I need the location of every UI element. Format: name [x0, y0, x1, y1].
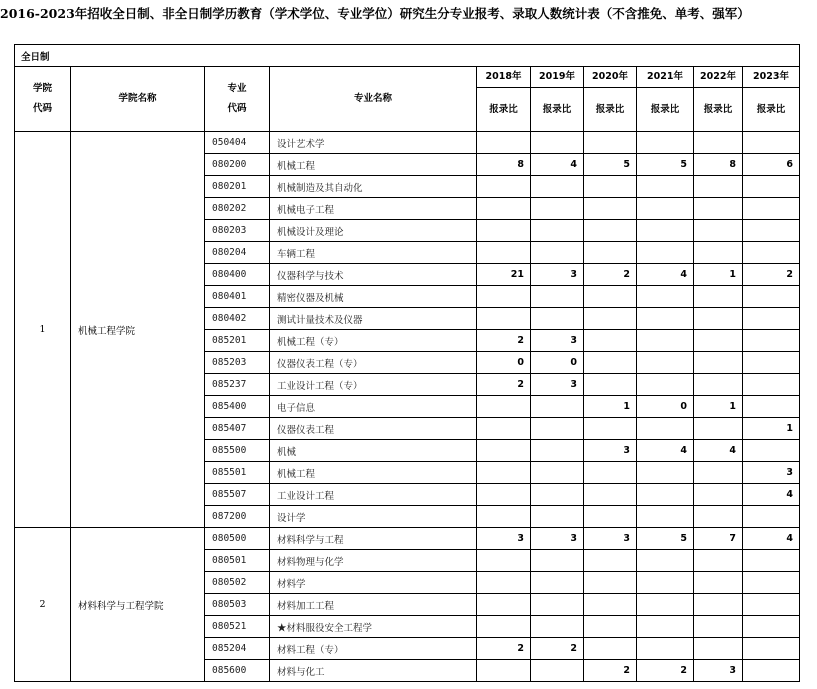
- ratio-cell: 0: [477, 352, 531, 374]
- ratio-cell: [531, 484, 584, 506]
- major-name-cell: 仪器仪表工程: [270, 418, 477, 440]
- ratio-cell: 1: [694, 396, 743, 418]
- header-major-name: 专业名称: [270, 67, 477, 132]
- ratio-cell: [743, 176, 800, 198]
- major-code-cell: 080204: [205, 242, 270, 264]
- ratio-cell: [477, 462, 531, 484]
- ratio-cell: 3: [531, 330, 584, 352]
- major-code-cell: 085507: [205, 484, 270, 506]
- ratio-cell: 4: [743, 528, 800, 550]
- major-code-cell: 085204: [205, 638, 270, 660]
- major-code-cell: 085201: [205, 330, 270, 352]
- major-code-cell: 085400: [205, 396, 270, 418]
- major-name-cell: 材料物理与化学: [270, 550, 477, 572]
- ratio-cell: [743, 550, 800, 572]
- header-college-code: [15, 67, 71, 132]
- college-name-cell: 材料科学与工程学院: [71, 528, 205, 682]
- ratio-cell: [531, 572, 584, 594]
- ratio-cell: [694, 220, 743, 242]
- ratio-cell: [694, 550, 743, 572]
- ratio-cell: 5: [584, 154, 637, 176]
- header-major-code: [205, 67, 270, 132]
- ratio-cell: [743, 440, 800, 462]
- table-body: [15, 45, 800, 682]
- ratio-cell: 3: [531, 528, 584, 550]
- ratio-cell: [531, 198, 584, 220]
- ratio-cell: [694, 286, 743, 308]
- major-name-cell: 车辆工程: [270, 242, 477, 264]
- ratio-cell: [584, 308, 637, 330]
- ratio-cell: [694, 132, 743, 154]
- major-name-cell: 材料加工工程: [270, 594, 477, 616]
- ratio-cell: [477, 440, 531, 462]
- ratio-cell: [743, 132, 800, 154]
- ratio-cell: 8: [694, 154, 743, 176]
- ratio-cell: [584, 550, 637, 572]
- document-title: 2016-2023年招收全日制、非全日制学历教育（学术学位、专业学位）研究生分专业报考、录取人数统计表（不含推免、单考、强军）: [0, 6, 750, 21]
- header-year-2022: 2022年: [694, 67, 743, 88]
- major-code-cell: 085500: [205, 440, 270, 462]
- major-code-cell: 080402: [205, 308, 270, 330]
- major-name-cell: 设计艺术学: [270, 132, 477, 154]
- ratio-cell: [694, 352, 743, 374]
- ratio-cell: [743, 638, 800, 660]
- header-college-code-line2: 代码: [32, 103, 52, 114]
- ratio-cell: [637, 198, 694, 220]
- ratio-cell: [477, 286, 531, 308]
- header-college-name: 学院名称: [71, 67, 205, 132]
- ratio-cell: [743, 286, 800, 308]
- major-code-cell: 050404: [205, 132, 270, 154]
- ratio-cell: [477, 220, 531, 242]
- ratio-cell: [637, 330, 694, 352]
- ratio-cell: 2: [531, 638, 584, 660]
- ratio-cell: [477, 132, 531, 154]
- ratio-cell: 2: [477, 374, 531, 396]
- ratio-cell: [637, 462, 694, 484]
- major-code-cell: 080500: [205, 528, 270, 550]
- major-name-cell: 机械工程: [270, 462, 477, 484]
- ratio-cell: [477, 396, 531, 418]
- ratio-cell: 2: [743, 264, 800, 286]
- ratio-cell: 0: [531, 352, 584, 374]
- table-row: [15, 132, 800, 154]
- major-name-cell: 测试计量技术及仪器: [270, 308, 477, 330]
- ratio-cell: [477, 198, 531, 220]
- ratio-cell: 3: [584, 528, 637, 550]
- ratio-cell: [584, 616, 637, 638]
- ratio-cell: [584, 286, 637, 308]
- ratio-cell: [584, 638, 637, 660]
- ratio-cell: 7: [694, 528, 743, 550]
- ratio-cell: [637, 308, 694, 330]
- major-name-cell: 材料学: [270, 572, 477, 594]
- major-code-cell: 080401: [205, 286, 270, 308]
- header-year-2019: 2019年: [531, 67, 584, 88]
- statistics-table: [14, 44, 800, 682]
- major-name-cell: 电子信息: [270, 396, 477, 418]
- ratio-cell: [743, 660, 800, 682]
- ratio-cell: [637, 374, 694, 396]
- header-ratio: 报录比: [743, 88, 800, 132]
- ratio-cell: [531, 176, 584, 198]
- ratio-cell: [694, 176, 743, 198]
- major-code-cell: 087200: [205, 506, 270, 528]
- ratio-cell: [743, 308, 800, 330]
- ratio-cell: 3: [694, 660, 743, 682]
- ratio-cell: [637, 616, 694, 638]
- ratio-cell: [743, 330, 800, 352]
- ratio-cell: [743, 352, 800, 374]
- ratio-cell: [637, 572, 694, 594]
- major-name-cell: ★材料服役安全工程学: [270, 616, 477, 638]
- ratio-cell: 3: [584, 440, 637, 462]
- ratio-cell: [531, 506, 584, 528]
- ratio-cell: [637, 418, 694, 440]
- ratio-cell: 3: [477, 528, 531, 550]
- ratio-cell: [637, 484, 694, 506]
- ratio-cell: [694, 330, 743, 352]
- major-name-cell: 材料科学与工程: [270, 528, 477, 550]
- ratio-cell: [743, 374, 800, 396]
- ratio-cell: [694, 418, 743, 440]
- ratio-cell: 3: [531, 374, 584, 396]
- ratio-cell: [584, 132, 637, 154]
- ratio-cell: [694, 572, 743, 594]
- ratio-cell: [694, 638, 743, 660]
- major-code-cell: 080501: [205, 550, 270, 572]
- ratio-cell: [531, 220, 584, 242]
- ratio-cell: 4: [637, 440, 694, 462]
- ratio-cell: [531, 308, 584, 330]
- ratio-cell: [584, 572, 637, 594]
- ratio-cell: [477, 308, 531, 330]
- ratio-cell: [584, 374, 637, 396]
- ratio-cell: [477, 594, 531, 616]
- header-row-years: [15, 67, 800, 88]
- ratio-cell: 3: [531, 264, 584, 286]
- major-code-cell: 080200: [205, 154, 270, 176]
- ratio-cell: [637, 286, 694, 308]
- header-major-code-line1: 专业: [227, 83, 247, 94]
- ratio-cell: [531, 660, 584, 682]
- ratio-cell: [694, 506, 743, 528]
- ratio-cell: 6: [743, 154, 800, 176]
- ratio-cell: [694, 308, 743, 330]
- table-row: [15, 528, 800, 550]
- ratio-cell: [637, 506, 694, 528]
- ratio-cell: [694, 616, 743, 638]
- header-year-2020: 2020年: [584, 67, 637, 88]
- ratio-cell: [531, 550, 584, 572]
- ratio-cell: [584, 594, 637, 616]
- ratio-cell: [694, 484, 743, 506]
- ratio-cell: 21: [477, 264, 531, 286]
- ratio-cell: [637, 352, 694, 374]
- ratio-cell: [531, 594, 584, 616]
- major-code-cell: 085600: [205, 660, 270, 682]
- major-name-cell: 机械: [270, 440, 477, 462]
- ratio-cell: [637, 638, 694, 660]
- major-name-cell: 工业设计工程: [270, 484, 477, 506]
- ratio-cell: [637, 176, 694, 198]
- major-name-cell: 材料工程（专）: [270, 638, 477, 660]
- ratio-cell: [531, 616, 584, 638]
- ratio-cell: [743, 220, 800, 242]
- ratio-cell: [477, 418, 531, 440]
- ratio-cell: [743, 616, 800, 638]
- ratio-cell: 4: [531, 154, 584, 176]
- ratio-cell: 0: [637, 396, 694, 418]
- major-name-cell: 机械设计及理论: [270, 220, 477, 242]
- ratio-cell: 2: [584, 264, 637, 286]
- ratio-cell: [637, 550, 694, 572]
- ratio-cell: 2: [637, 660, 694, 682]
- major-name-cell: 仪器仪表工程（专）: [270, 352, 477, 374]
- ratio-cell: [637, 132, 694, 154]
- ratio-cell: [584, 242, 637, 264]
- ratio-cell: [694, 462, 743, 484]
- major-code-cell: 085407: [205, 418, 270, 440]
- header-ratio: 报录比: [531, 88, 584, 132]
- ratio-cell: [531, 286, 584, 308]
- major-name-cell: 机械工程: [270, 154, 477, 176]
- ratio-cell: [477, 242, 531, 264]
- ratio-cell: 5: [637, 528, 694, 550]
- ratio-cell: [531, 242, 584, 264]
- header-college-code-line1: 学院: [32, 83, 52, 94]
- ratio-cell: [531, 132, 584, 154]
- major-code-cell: 080201: [205, 176, 270, 198]
- ratio-cell: [531, 462, 584, 484]
- ratio-cell: [743, 594, 800, 616]
- header-year-2023: 2023年: [743, 67, 800, 88]
- ratio-cell: [584, 176, 637, 198]
- ratio-cell: [743, 572, 800, 594]
- major-code-cell: 080502: [205, 572, 270, 594]
- ratio-cell: 5: [637, 154, 694, 176]
- ratio-cell: [584, 352, 637, 374]
- ratio-cell: [531, 396, 584, 418]
- ratio-cell: 2: [477, 638, 531, 660]
- college-code-cell: 2: [15, 528, 71, 682]
- ratio-cell: 2: [584, 660, 637, 682]
- ratio-cell: 4: [694, 440, 743, 462]
- major-name-cell: 机械电子工程: [270, 198, 477, 220]
- major-code-cell: 085501: [205, 462, 270, 484]
- ratio-cell: [584, 462, 637, 484]
- ratio-cell: [694, 198, 743, 220]
- ratio-cell: [477, 660, 531, 682]
- ratio-cell: [637, 220, 694, 242]
- ratio-cell: 8: [477, 154, 531, 176]
- header-year-2018: 2018年: [477, 67, 531, 88]
- ratio-cell: 3: [743, 462, 800, 484]
- major-code-cell: 080521: [205, 616, 270, 638]
- major-code-cell: 080202: [205, 198, 270, 220]
- ratio-cell: [694, 374, 743, 396]
- major-name-cell: 精密仪器及机械: [270, 286, 477, 308]
- ratio-cell: [743, 506, 800, 528]
- major-name-cell: 材料与化工: [270, 660, 477, 682]
- major-code-cell: 080503: [205, 594, 270, 616]
- header-ratio: 报录比: [694, 88, 743, 132]
- section-row: [15, 45, 800, 67]
- ratio-cell: [477, 176, 531, 198]
- ratio-cell: [477, 616, 531, 638]
- ratio-cell: [743, 242, 800, 264]
- ratio-cell: [477, 484, 531, 506]
- ratio-cell: [743, 198, 800, 220]
- ratio-cell: 4: [637, 264, 694, 286]
- ratio-cell: [637, 242, 694, 264]
- ratio-cell: 4: [743, 484, 800, 506]
- header-ratio: 报录比: [584, 88, 637, 132]
- ratio-cell: [584, 220, 637, 242]
- ratio-cell: [584, 330, 637, 352]
- ratio-cell: [743, 396, 800, 418]
- ratio-cell: 2: [477, 330, 531, 352]
- major-code-cell: 080203: [205, 220, 270, 242]
- section-label: 全日制: [15, 45, 800, 67]
- major-name-cell: 设计学: [270, 506, 477, 528]
- ratio-cell: 1: [584, 396, 637, 418]
- major-code-cell: 085237: [205, 374, 270, 396]
- ratio-cell: [477, 506, 531, 528]
- major-code-cell: 080400: [205, 264, 270, 286]
- major-name-cell: 仪器科学与技术: [270, 264, 477, 286]
- header-ratio: 报录比: [637, 88, 694, 132]
- ratio-cell: 1: [694, 264, 743, 286]
- header-year-2021: 2021年: [637, 67, 694, 88]
- college-name-cell: 机械工程学院: [71, 132, 205, 528]
- ratio-cell: [584, 198, 637, 220]
- ratio-cell: [477, 550, 531, 572]
- ratio-cell: [584, 484, 637, 506]
- ratio-cell: [584, 418, 637, 440]
- ratio-cell: [531, 418, 584, 440]
- ratio-cell: [531, 440, 584, 462]
- header-major-code-line2: 代码: [227, 103, 247, 114]
- major-name-cell: 机械制造及其自动化: [270, 176, 477, 198]
- ratio-cell: [637, 594, 694, 616]
- major-name-cell: 机械工程（专）: [270, 330, 477, 352]
- ratio-cell: 1: [743, 418, 800, 440]
- college-code-cell: 1: [15, 132, 71, 528]
- ratio-cell: [694, 242, 743, 264]
- header-ratio: 报录比: [477, 88, 531, 132]
- ratio-cell: [694, 594, 743, 616]
- major-name-cell: 工业设计工程（专）: [270, 374, 477, 396]
- ratio-cell: [477, 572, 531, 594]
- ratio-cell: [584, 506, 637, 528]
- major-code-cell: 085203: [205, 352, 270, 374]
